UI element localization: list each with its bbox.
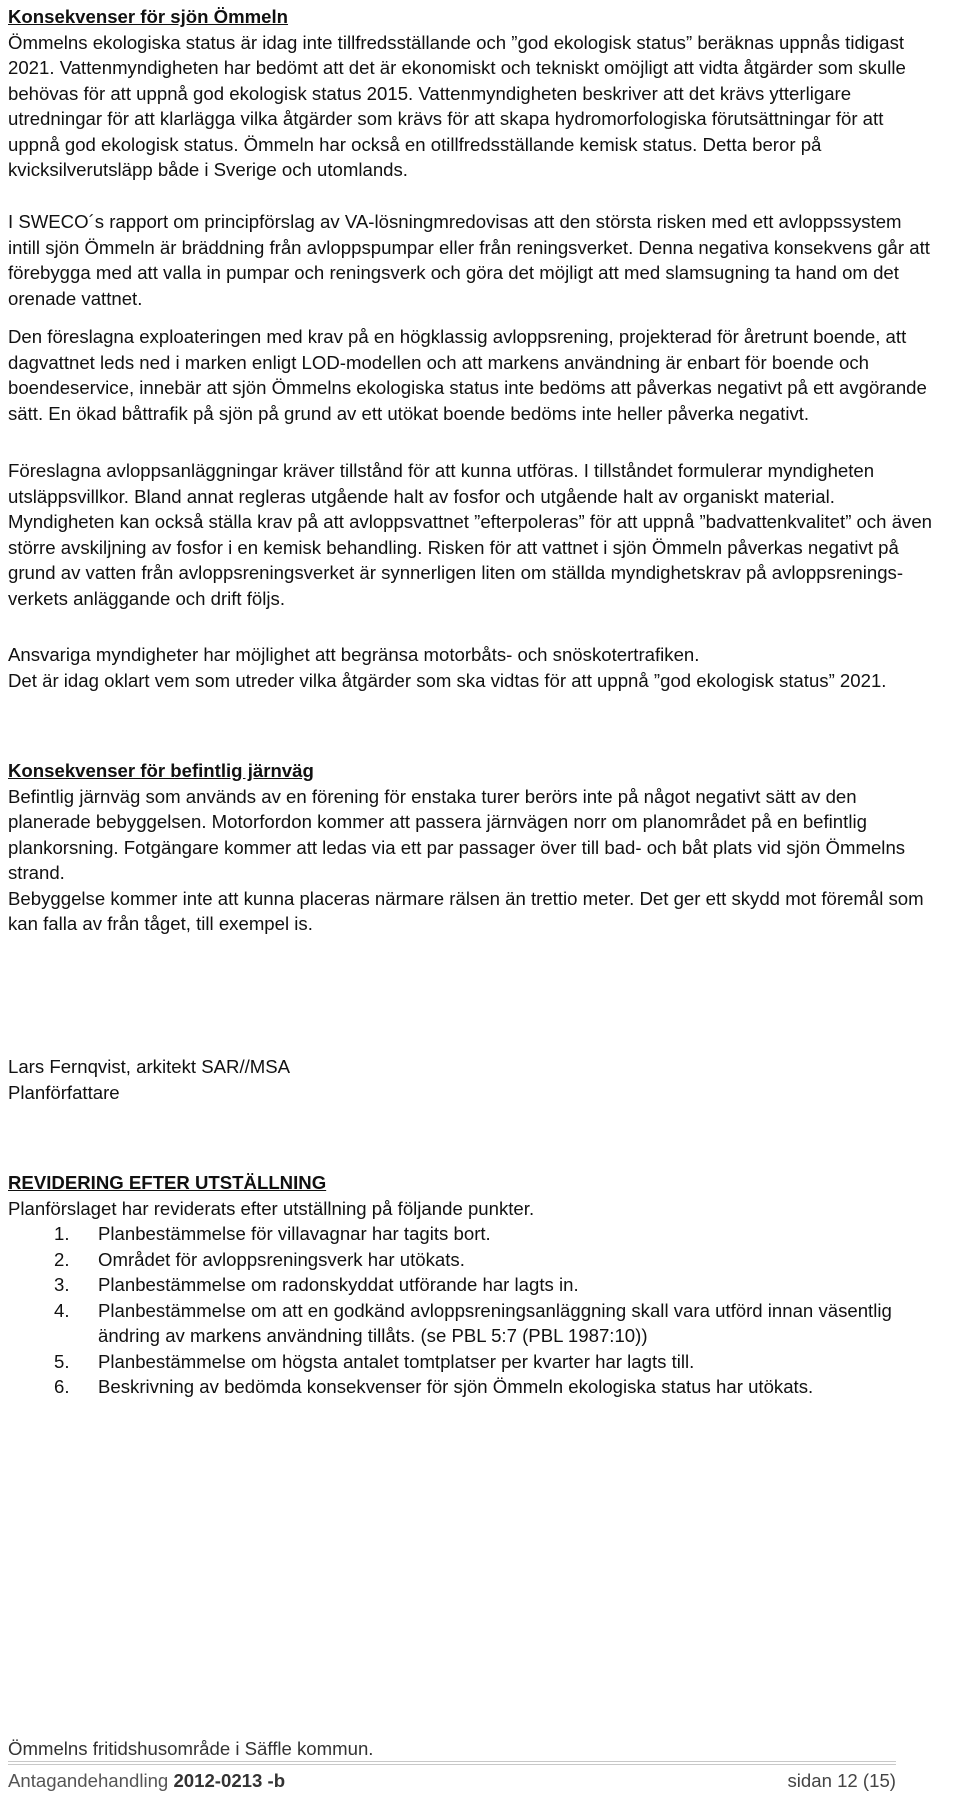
list-number: 4. xyxy=(54,1299,70,1321)
paragraph: Planförslaget har reviderats efter utställning på följande punkter. xyxy=(8,1197,535,1219)
list-text: Planbestämmelse om att en godkänd avloppsreningsanläggning skall vara utförd innan väsentlig ändring av markens användning tillåts. (se PBL 5:7 (PBL 1987:10)) xyxy=(98,1299,892,1346)
paragraph: Det är idag oklart vem som utreder vilka åtgärder som ska vidtas för att uppnå ”god ekologisk status” 2021. xyxy=(8,669,887,691)
list-item xyxy=(8,1349,938,1375)
paragraph: Ansvariga myndigheter har möjlighet att begränsa motorbåts- och snöskotertrafiken. xyxy=(8,644,700,665)
section-ommeln xyxy=(8,4,938,183)
list-item xyxy=(8,1374,938,1400)
section-revision xyxy=(8,1170,938,1400)
footer-page-number: sidan 12 (15) xyxy=(787,1770,896,1791)
paragraph-block xyxy=(8,458,938,611)
signature-block xyxy=(8,1054,938,1105)
paragraph: I SWECO´s rapport om principförslag av VA-lösningmredovisas att den största risken med ett avloppssystem intill sjön Ömmeln är bräddning från avloppspumpar eller från reningsverket. Denna negativa konsekvens går att förebygga med att valla in pumpar och reningsverk och göra det möjligt att med slamsugning ta hand om det orenade vattnet. xyxy=(8,211,930,309)
paragraph: Befintlig järnväg som används av en förening för enstaka turer berörs inte på något negativt sätt av den planerade bebyggelsen. Motorfordon kommer att passera järnvägen norr om planområdet på en befintlig plankorsning. Fotgängare kommer att ledas via ett par passager över till bad- och båt plats vid sjön Ömmelns strand. xyxy=(8,785,906,883)
section-railway xyxy=(8,758,938,937)
list-number: 1. xyxy=(54,1223,70,1244)
list-text: Området för avloppsreningsverk har utökats. xyxy=(98,1248,465,1270)
list-item xyxy=(8,1247,938,1273)
footer-divider xyxy=(8,1761,896,1765)
list-number: 6. xyxy=(54,1376,70,1397)
footer-doc-label: Antagandehandling xyxy=(8,1770,174,1791)
list-item xyxy=(8,1272,938,1298)
list-item xyxy=(8,1298,938,1349)
footer-title: Ömmelns fritidshusområde i Säffle kommun. xyxy=(8,1738,374,1759)
paragraph: Den föreslagna exploateringen med krav på en högklassig avloppsrening, projekterad för åretrunt boende, att dagvattnet leds ned i marken enligt LOD-modellen och att markens användning är enbart för boende och boendeservice, innebär att sjön Ömmelns ekologiska status inte bedöms att påverkas negativt på ett avgörande sätt. En ökad båttrafik på sjön på grund av ett utökat boende bedöms inte heller påverka negativt. xyxy=(8,326,927,424)
list-text: Planbestämmelse om högsta antalet tomtplatser per kvarter har lagts till. xyxy=(98,1350,695,1372)
list-text: Planbestämmelse för villavagnar har tagits bort. xyxy=(98,1223,491,1244)
list-number: 2. xyxy=(54,1248,70,1270)
paragraph-block xyxy=(8,642,938,693)
paragraph: Föreslagna avloppsanläggningar kräver tillstånd för att kunna utföras. I tillståndet formulerar myndigheten utsläppsvillkor. Bland annat regleras utgående halt av fosfor och utgående halt av organiskt material. Myndigheten kan också ställa krav på att avloppsvattnet ”efterpoleras” för att uppnå ”badvattenkvalitet” och även större avskiljning av fosfor i en kemisk behandling. Risken för att vattnet i sjön Ömmeln påverkas negativt på grund av vatten från avloppsreningsverket är synnerligen liten om ställda myndighetskrav på avloppsrenings-verkets anläggande och drift följs. xyxy=(8,460,933,609)
paragraph-block xyxy=(8,209,938,311)
list-text: Planbestämmelse om radonskyddat utförande har lagts in. xyxy=(98,1274,579,1295)
signature-name: Lars Fernqvist, arkitekt SAR//MSA xyxy=(8,1056,291,1077)
revision-list xyxy=(8,1221,938,1400)
section-heading: REVIDERING EFTER UTSTÄLLNING xyxy=(8,1172,327,1193)
paragraph: Bebyggelse kommer inte att kunna placeras närmare rälsen än trettio meter. Det ger ett skydd mot föremål som kan falla av från tåget, till exempel is. xyxy=(8,887,924,934)
paragraph: Ömmelns ekologiska status är idag inte tillfredsställande och ”god ekologisk status” beräknas uppnås tidigast 2021. Vattenmyndigheten har bedömt att det är ekonomiskt och tekniskt omöjligt att vidta åtgärder som skulle behövas för att uppnå god ekologisk status 2015. Vattenmyndigheten beskriver att det krävs ytterligare utredningar för att klarlägga vilka åtgärder som krävs för att skapa hydromorfologiska förutsättningar för att uppnå god ekologisk status. Ömmeln har också en otillfredsställande kemisk status. Detta beror på kvicksilverutsläpp både i Sverige och utomlands. xyxy=(8,31,906,180)
footer-doc-id: 2012-0213 -b xyxy=(173,1770,286,1791)
list-item xyxy=(8,1221,938,1247)
section-heading: Konsekvenser för befintlig järnväg xyxy=(8,760,314,781)
section-heading: Konsekvenser för sjön Ömmeln xyxy=(8,6,289,27)
list-number: 3. xyxy=(54,1274,70,1295)
paragraph-block xyxy=(8,324,938,426)
list-text: Beskrivning av bedömda konsekvenser för sjön Ömmeln ekologiska status har utökats. xyxy=(98,1376,814,1397)
footer-meta xyxy=(8,1768,896,1793)
list-number: 5. xyxy=(54,1350,70,1372)
signature-role: Planförfattare xyxy=(8,1081,120,1103)
